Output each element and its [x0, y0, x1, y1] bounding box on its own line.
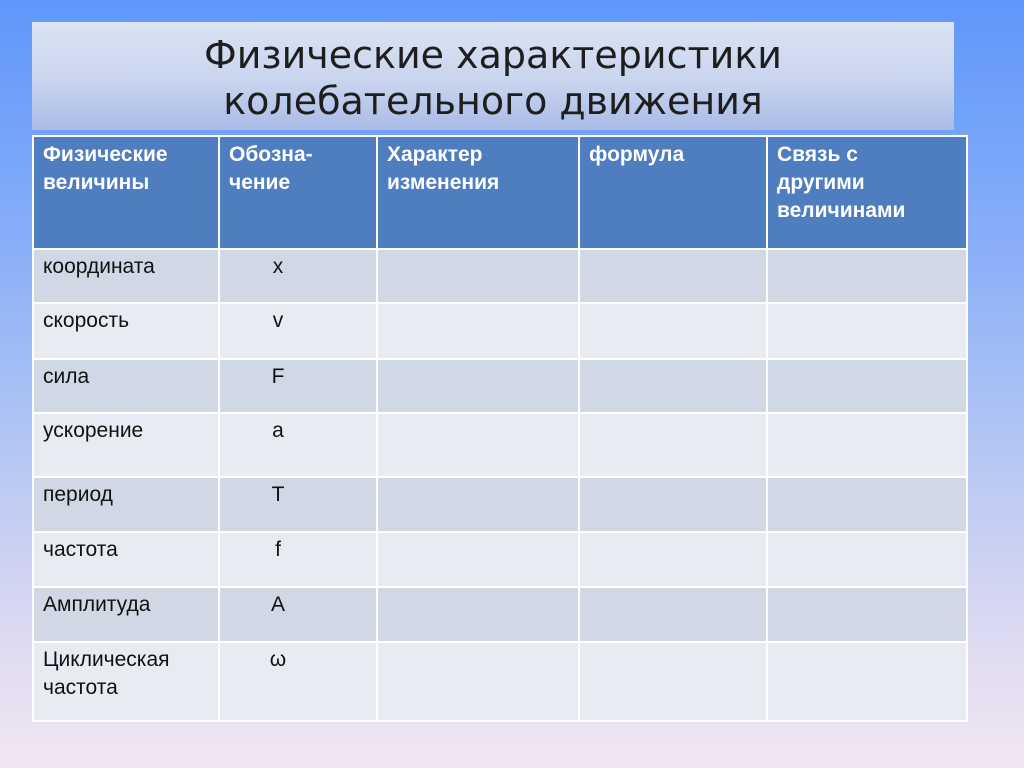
header-text: величины: [43, 171, 150, 194]
change-cell: [377, 249, 579, 303]
table-row: [33, 587, 967, 642]
formula-cell: [579, 587, 767, 642]
header-text: Физические: [43, 143, 168, 166]
formula-cell: [579, 413, 767, 477]
change-cell: [377, 303, 579, 359]
quantity-symbol: A: [219, 587, 377, 642]
relation-cell: [767, 359, 967, 413]
table-row: [33, 303, 967, 359]
quantity-name: период: [33, 477, 219, 532]
change-cell: [377, 477, 579, 532]
quantity-name-line: частота: [43, 676, 118, 699]
header-text: Характер: [387, 143, 483, 166]
table-row: [33, 642, 967, 721]
header-text: величинами: [777, 199, 906, 222]
quantity-name: Амплитуда: [33, 587, 219, 642]
formula-cell: [579, 249, 767, 303]
header-text: чение: [229, 171, 291, 194]
relation-cell: [767, 642, 967, 721]
table-row: [33, 477, 967, 532]
formula-cell: [579, 303, 767, 359]
header-relation: [767, 136, 967, 249]
header-text: изменения: [387, 171, 500, 194]
quantity-symbol: v: [219, 303, 377, 359]
characteristics-table: [32, 135, 968, 722]
title-line-2: колебательного движения: [223, 79, 763, 123]
header-change-character: [377, 136, 579, 249]
relation-cell: [767, 532, 967, 587]
formula-cell: [579, 477, 767, 532]
change-cell: [377, 642, 579, 721]
change-cell: [377, 587, 579, 642]
quantity-name: ускорение: [33, 413, 219, 477]
relation-cell: [767, 413, 967, 477]
quantity-name: сила: [33, 359, 219, 413]
change-cell: [377, 359, 579, 413]
formula-cell: [579, 642, 767, 721]
header-formula: [579, 136, 767, 249]
quantity-symbol: a: [219, 413, 377, 477]
change-cell: [377, 532, 579, 587]
table-row: [33, 413, 967, 477]
header-physical-quantities: [33, 136, 219, 249]
quantity-symbol: F: [219, 359, 377, 413]
relation-cell: [767, 477, 967, 532]
header-text: Обозна-: [229, 143, 313, 166]
quantity-symbol: T: [219, 477, 377, 532]
relation-cell: [767, 587, 967, 642]
relation-cell: [767, 249, 967, 303]
quantity-name: [33, 642, 219, 721]
table-row: [33, 249, 967, 303]
quantity-symbol: x: [219, 249, 377, 303]
header-text: другими: [777, 171, 865, 194]
table-row: [33, 532, 967, 587]
formula-cell: [579, 359, 767, 413]
quantity-symbol: f: [219, 532, 377, 587]
formula-cell: [579, 532, 767, 587]
slide-title: [32, 22, 954, 130]
quantity-name: скорость: [33, 303, 219, 359]
relation-cell: [767, 303, 967, 359]
quantity-name-line: Циклическая: [43, 648, 170, 671]
header-symbol: [219, 136, 377, 249]
quantity-name: частота: [33, 532, 219, 587]
table-header-row: [33, 136, 967, 249]
quantity-symbol: ω: [219, 642, 377, 721]
title-line-1: Физические характеристики: [204, 33, 782, 77]
header-text: Связь с: [777, 143, 858, 166]
change-cell: [377, 413, 579, 477]
table-row: [33, 359, 967, 413]
quantity-name: координата: [33, 249, 219, 303]
header-text: формула: [589, 143, 685, 166]
